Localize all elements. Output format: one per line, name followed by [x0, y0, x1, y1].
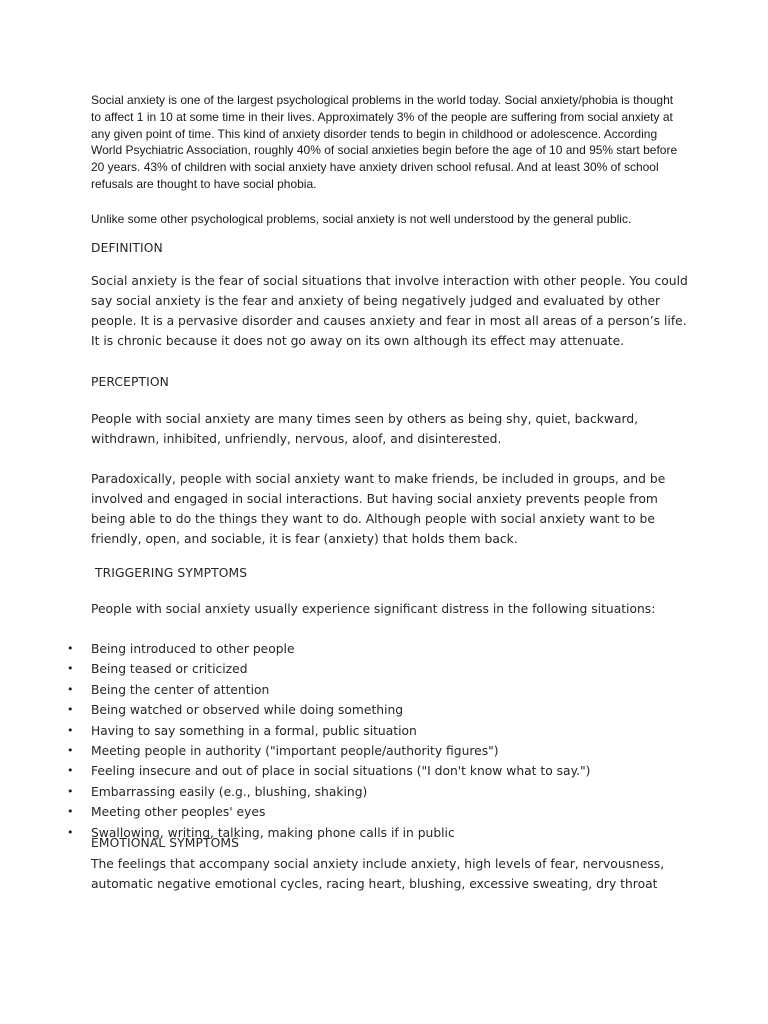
definition-paragraph: Social anxiety is the fear of social situations that involve interaction with other people. You could say social anxiety is the fear and anxiety of being negatively judged and evaluated by other people. It is a pervasive disorder and causes anxiety and fear in most all areas of a person’s life. It is chronic because it does not go away on its own although its effect may attenuate.: [91, 274, 688, 349]
bullet-icon: •: [67, 723, 74, 737]
perception-paragraph-1: People with social anxiety are many times seen by others as being shy, quiet, backward, withdrawn, inhibited, unfriendly, nervous, aloof, and disinterested.: [91, 412, 639, 447]
list-item-text: Being introduced to other people: [91, 642, 295, 656]
triggering-heading: TRIGGERING SYMPTOMS: [91, 566, 248, 580]
bullet-icon: •: [67, 784, 74, 798]
triggering-intro: People with social anxiety usually experience significant distress in the following situations:: [91, 602, 656, 616]
emotional-heading: EMOTIONAL SYMPTOMS: [91, 836, 239, 850]
list-item-text: Embarrassing easily (e.g., blushing, shaking): [91, 784, 368, 799]
list-item-text: Meeting people in authority ("important people/authority figures"): [91, 743, 499, 758]
list-item-text: Feeling insecure and out of place in social situations ("I don't know what to say."): [91, 764, 591, 779]
bullet-icon: •: [67, 703, 74, 717]
bullet-icon: •: [67, 764, 74, 778]
emotional-paragraph: The feelings that accompany social anxiety include anxiety, high levels of fear, nervousness, automatic negative emotional cycles, racing heart, blushing, excessive sweating, dry throat: [91, 857, 665, 892]
bullet-icon: •: [67, 642, 74, 655]
list-item-text: Being watched or observed while doing something: [91, 703, 404, 718]
perception-paragraph-2: Paradoxically, people with social anxiety want to make friends, be included in groups, and be involved and engaged in social interactions. But having social anxiety prevents people from being able to do the things they want to do. Although people with social anxiety want to be friendly, open, and sociable, it is fear (anxiety) that holds them back.: [91, 472, 666, 547]
bullet-icon: •: [67, 825, 74, 839]
list-item-text: Swallowing, writing, talking, making phone calls if in public: [91, 825, 455, 840]
list-item-text: Being the center of attention: [91, 682, 270, 697]
list-item-text: Being teased or criticized: [91, 662, 248, 677]
list-item-text: Having to say something in a formal, public situation: [91, 723, 417, 738]
bullet-icon: •: [67, 805, 74, 819]
bullet-icon: •: [67, 662, 74, 676]
bullet-icon: •: [67, 743, 74, 757]
bullet-icon: •: [67, 682, 74, 696]
definition-heading: DEFINITION: [91, 241, 163, 255]
perception-heading: PERCEPTION: [91, 375, 169, 389]
list-item-text: Meeting other peoples' eyes: [91, 805, 266, 820]
note-paragraph: Unlike some other psychological problems, social anxiety is not well understood by the general public.: [91, 212, 632, 226]
intro-paragraph: Social anxiety is one of the largest psychological problems in the world today. Social anxiety/phobia is thought to affect 1 in 10 at some time in their lives. Approximately 3% of the people are suffering from social anxiety at any given point of time. This kind of anxiety disorder tends to begin in childhood or adolescence. According World Psychiatric Association, roughly 40% of social anxieties begin before the age of 10 and 95% start before 20 years. 43% of children with social anxiety have anxiety driven school refusal. And at least 30% of school refusals are thought to have social phobia.: [91, 93, 678, 191]
